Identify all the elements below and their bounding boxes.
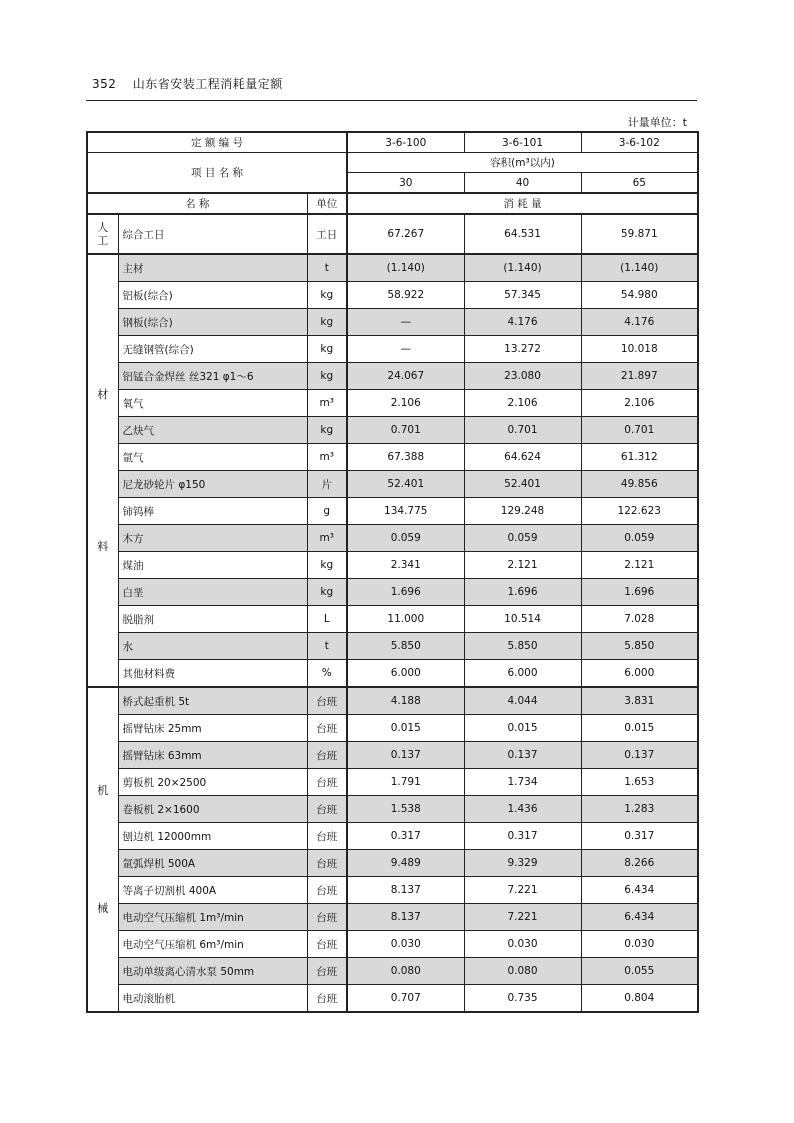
item-unit: t — [307, 633, 347, 660]
item-name: 摇臂钻床 63mm — [118, 742, 307, 769]
table-row — [87, 444, 698, 471]
item-unit: 台班 — [307, 904, 347, 931]
value-cell: 21.897 — [581, 363, 698, 390]
item-unit: 台班 — [307, 769, 347, 796]
table-row — [87, 769, 698, 796]
value-cell: 61.312 — [581, 444, 698, 471]
table-row — [87, 214, 698, 254]
value-cell: 1.696 — [347, 579, 464, 606]
value-cell: 4.176 — [581, 309, 698, 336]
item-name: 摇臂钻床 25mm — [118, 715, 307, 742]
table-row — [87, 985, 698, 1013]
table-row — [87, 309, 698, 336]
value-cell: 0.080 — [464, 958, 581, 985]
value-cell: 0.015 — [347, 715, 464, 742]
item-name: 电动单级离心清水泵 50mm — [118, 958, 307, 985]
item-name: 氩气 — [118, 444, 307, 471]
value-cell: 0.137 — [464, 742, 581, 769]
value-cell: 5.850 — [464, 633, 581, 660]
item-unit: 片 — [307, 471, 347, 498]
value-cell: 2.121 — [581, 552, 698, 579]
category-char: 人 — [97, 220, 109, 234]
value-cell: 23.080 — [464, 363, 581, 390]
item-name: 卷板机 2×1600 — [118, 796, 307, 823]
value-cell: 64.531 — [464, 214, 581, 254]
category-cell — [87, 254, 118, 687]
quota-table — [86, 131, 699, 1013]
table-row — [87, 579, 698, 606]
value-cell: 1.696 — [464, 579, 581, 606]
item-unit: 台班 — [307, 823, 347, 850]
value-cell: — — [347, 309, 464, 336]
item-name: 铝板(综合) — [118, 282, 307, 309]
col-unit-header: 单位 — [307, 193, 347, 214]
item-unit: 台班 — [307, 850, 347, 877]
item-unit: 台班 — [307, 742, 347, 769]
value-cell: 52.401 — [347, 471, 464, 498]
item-unit: 台班 — [307, 715, 347, 742]
item-unit: kg — [307, 336, 347, 363]
item-unit: m³ — [307, 525, 347, 552]
item-name: 铝锰合金焊丝 丝321 φ1～6 — [118, 363, 307, 390]
item-name: 煤油 — [118, 552, 307, 579]
value-cell: (1.140) — [464, 254, 581, 282]
value-cell: 2.341 — [347, 552, 464, 579]
value-cell: 0.030 — [581, 931, 698, 958]
table-row — [87, 958, 698, 985]
item-label: 项 目 名 称 — [87, 153, 347, 194]
value-cell: 8.137 — [347, 904, 464, 931]
value-cell: 0.015 — [464, 715, 581, 742]
value-cell: 2.106 — [464, 390, 581, 417]
capacity-cell: 65 — [581, 173, 698, 194]
value-cell: 0.317 — [464, 823, 581, 850]
item-unit: kg — [307, 309, 347, 336]
code-cell: 3-6-100 — [347, 132, 464, 153]
header-rule — [86, 100, 697, 101]
value-cell: 8.266 — [581, 850, 698, 877]
table-row — [87, 552, 698, 579]
item-unit: 台班 — [307, 877, 347, 904]
value-cell: 7.221 — [464, 877, 581, 904]
item-unit: 台班 — [307, 687, 347, 715]
value-cell: 0.137 — [347, 742, 464, 769]
table-row — [87, 471, 698, 498]
category-cell — [87, 214, 118, 254]
table-row — [87, 363, 698, 390]
item-name: 尼龙砂轮片 φ150 — [118, 471, 307, 498]
value-cell: 6.000 — [347, 660, 464, 688]
item-name: 主材 — [118, 254, 307, 282]
code-cell: 3-6-101 — [464, 132, 581, 153]
value-cell: 1.436 — [464, 796, 581, 823]
value-cell: 1.791 — [347, 769, 464, 796]
value-cell: 11.000 — [347, 606, 464, 633]
item-unit: kg — [307, 363, 347, 390]
value-cell: 0.701 — [464, 417, 581, 444]
value-cell: 2.106 — [347, 390, 464, 417]
value-cell: 0.030 — [347, 931, 464, 958]
value-cell: — — [347, 336, 464, 363]
table-row — [87, 633, 698, 660]
table-row — [87, 931, 698, 958]
value-cell: 58.922 — [347, 282, 464, 309]
category-char: 工 — [97, 234, 109, 247]
value-cell: 0.804 — [581, 985, 698, 1013]
value-cell: 0.015 — [581, 715, 698, 742]
item-unit: 台班 — [307, 931, 347, 958]
item-unit: t — [307, 254, 347, 282]
table-row — [87, 904, 698, 931]
item-unit: kg — [307, 417, 347, 444]
table-row — [87, 877, 698, 904]
value-cell: 0.317 — [581, 823, 698, 850]
value-cell: 6.000 — [464, 660, 581, 688]
code-cell: 3-6-102 — [581, 132, 698, 153]
code-row — [87, 132, 698, 153]
item-unit: 台班 — [307, 796, 347, 823]
value-cell: 0.059 — [347, 525, 464, 552]
col-consumption-header: 消 耗 量 — [347, 193, 698, 214]
item-unit: 工日 — [307, 214, 347, 254]
item-name: 电动空气压缩机 6m³/min — [118, 931, 307, 958]
item-name: 脱脂剂 — [118, 606, 307, 633]
category-cell — [87, 687, 118, 1012]
value-cell: 6.434 — [581, 904, 698, 931]
value-cell: 0.059 — [581, 525, 698, 552]
item-name: 等离子切割机 400A — [118, 877, 307, 904]
code-label: 定 额 编 号 — [87, 132, 347, 153]
item-unit: m³ — [307, 390, 347, 417]
value-cell: 5.850 — [581, 633, 698, 660]
value-cell: 0.701 — [347, 417, 464, 444]
value-cell: 1.538 — [347, 796, 464, 823]
value-cell: 7.221 — [464, 904, 581, 931]
column-header-row — [87, 193, 698, 214]
page-number: 352 — [92, 77, 117, 91]
value-cell: 0.707 — [347, 985, 464, 1013]
value-cell: 52.401 — [464, 471, 581, 498]
value-cell: 3.831 — [581, 687, 698, 715]
value-cell: 13.272 — [464, 336, 581, 363]
value-cell: 67.267 — [347, 214, 464, 254]
value-cell: 0.080 — [347, 958, 464, 985]
item-unit: 台班 — [307, 985, 347, 1013]
table-row — [87, 823, 698, 850]
value-cell: 2.121 — [464, 552, 581, 579]
value-cell: 1.653 — [581, 769, 698, 796]
item-unit: 台班 — [307, 958, 347, 985]
item-name: 铈钨棒 — [118, 498, 307, 525]
item-unit: kg — [307, 552, 347, 579]
value-cell: 0.059 — [464, 525, 581, 552]
value-cell: 10.018 — [581, 336, 698, 363]
value-cell: 5.850 — [347, 633, 464, 660]
item-unit: m³ — [307, 444, 347, 471]
value-cell: 2.106 — [581, 390, 698, 417]
value-cell: 4.176 — [464, 309, 581, 336]
category-char: 机 — [97, 784, 109, 798]
value-cell: 0.030 — [464, 931, 581, 958]
col-name-header: 名 称 — [87, 193, 307, 214]
category-char: 材 — [97, 387, 109, 401]
table-row — [87, 336, 698, 363]
table-row — [87, 660, 698, 688]
item-name: 其他材料费 — [118, 660, 307, 688]
table-row — [87, 796, 698, 823]
item-unit: L — [307, 606, 347, 633]
item-unit: % — [307, 660, 347, 688]
table-row — [87, 254, 698, 282]
value-cell: 122.623 — [581, 498, 698, 525]
value-cell: 1.283 — [581, 796, 698, 823]
value-cell: 1.696 — [581, 579, 698, 606]
value-cell: (1.140) — [347, 254, 464, 282]
table-row — [87, 606, 698, 633]
capacity-cell: 40 — [464, 173, 581, 194]
table-row — [87, 525, 698, 552]
item-name: 刨边机 12000mm — [118, 823, 307, 850]
value-cell: 59.871 — [581, 214, 698, 254]
item-name: 木方 — [118, 525, 307, 552]
value-cell: 57.345 — [464, 282, 581, 309]
category-char: 械 — [97, 901, 109, 915]
value-cell: 49.856 — [581, 471, 698, 498]
item-name: 综合工日 — [118, 214, 307, 254]
value-cell: 10.514 — [464, 606, 581, 633]
item-name: 钢板(综合) — [118, 309, 307, 336]
capacity-cell: 30 — [347, 173, 464, 194]
item-name: 桥式起重机 5t — [118, 687, 307, 715]
book-title: 山东省安装工程消耗量定额 — [132, 77, 283, 91]
value-cell: 4.044 — [464, 687, 581, 715]
table-row — [87, 417, 698, 444]
value-cell: 8.137 — [347, 877, 464, 904]
value-cell: 9.329 — [464, 850, 581, 877]
table-row — [87, 390, 698, 417]
item-unit: g — [307, 498, 347, 525]
item-name: 剪板机 20×2500 — [118, 769, 307, 796]
value-cell: 0.055 — [581, 958, 698, 985]
value-cell: (1.140) — [581, 254, 698, 282]
value-cell: 0.137 — [581, 742, 698, 769]
table-row — [87, 498, 698, 525]
table-row — [87, 282, 698, 309]
item-name: 白垩 — [118, 579, 307, 606]
value-cell: 129.248 — [464, 498, 581, 525]
capacity-label: 容积(m³以内) — [347, 153, 698, 173]
table-row — [87, 687, 698, 715]
item-name: 无缝钢管(综合) — [118, 336, 307, 363]
item-name: 氧气 — [118, 390, 307, 417]
item-name: 氩弧焊机 500A — [118, 850, 307, 877]
value-cell: 0.735 — [464, 985, 581, 1013]
item-name: 水 — [118, 633, 307, 660]
value-cell: 4.188 — [347, 687, 464, 715]
item-name: 电动滚胎机 — [118, 985, 307, 1013]
table-row — [87, 850, 698, 877]
unit-note: 计量单位：t — [627, 116, 687, 129]
value-cell: 54.980 — [581, 282, 698, 309]
value-cell: 7.028 — [581, 606, 698, 633]
item-name: 电动空气压缩机 1m³/min — [118, 904, 307, 931]
value-cell: 24.067 — [347, 363, 464, 390]
category-char: 料 — [97, 539, 109, 553]
value-cell: 9.489 — [347, 850, 464, 877]
item-unit: kg — [307, 579, 347, 606]
page-header — [92, 75, 283, 92]
table-row — [87, 715, 698, 742]
value-cell: 1.734 — [464, 769, 581, 796]
item-name: 乙炔气 — [118, 417, 307, 444]
value-cell: 6.434 — [581, 877, 698, 904]
value-cell: 0.701 — [581, 417, 698, 444]
table-row — [87, 742, 698, 769]
value-cell: 134.775 — [347, 498, 464, 525]
value-cell: 6.000 — [581, 660, 698, 688]
value-cell: 0.317 — [347, 823, 464, 850]
capacity-label-row — [87, 153, 698, 173]
value-cell: 64.624 — [464, 444, 581, 471]
item-unit: kg — [307, 282, 347, 309]
value-cell: 67.388 — [347, 444, 464, 471]
